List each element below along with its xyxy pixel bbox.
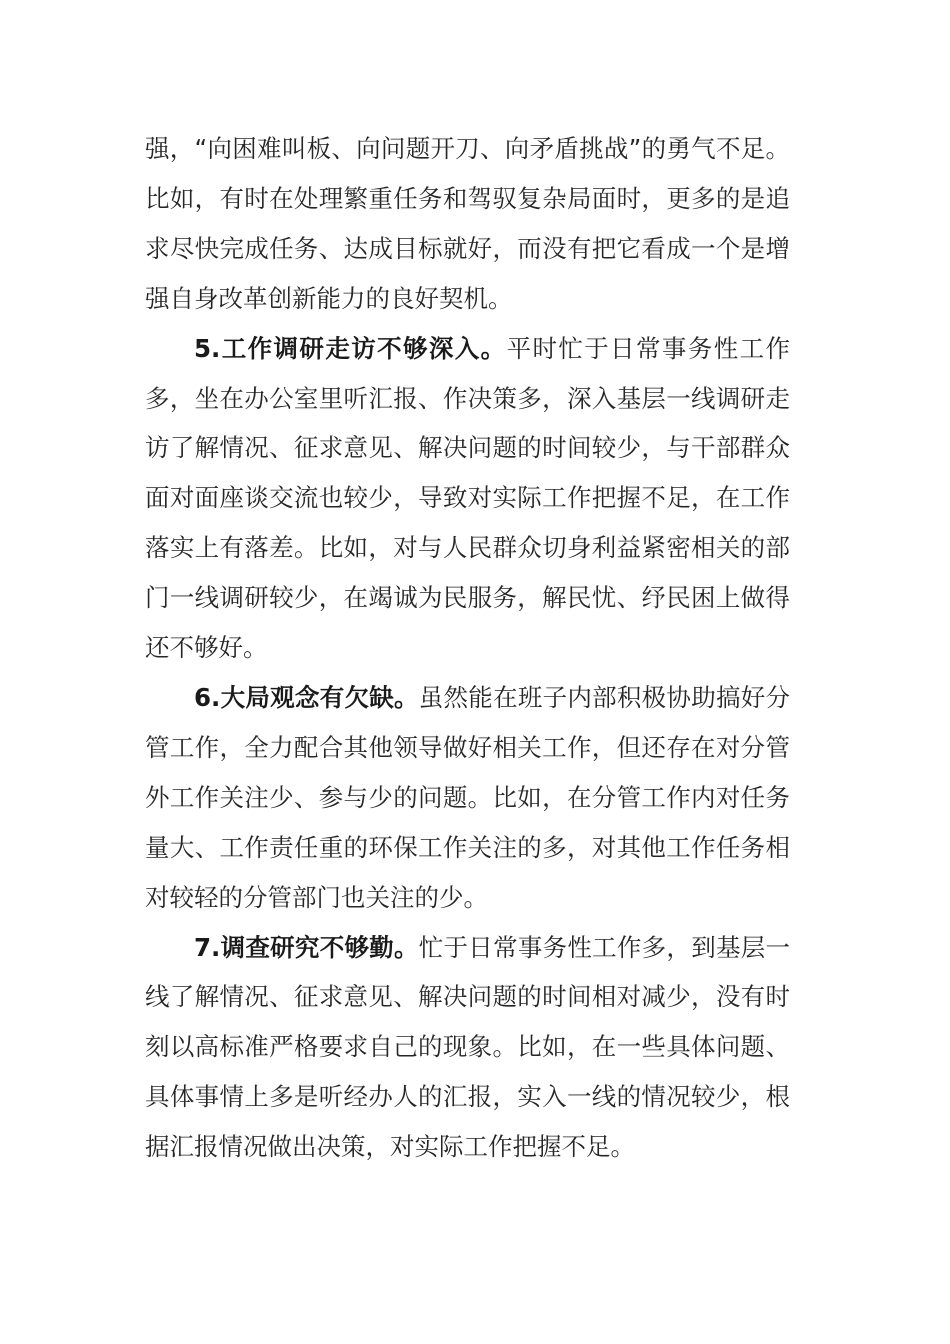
paragraph-continuation [145, 124, 790, 324]
paragraph-heading: 5.工作调研走访不够深入。 [194, 333, 507, 363]
paragraph-heading: 7.调查研究不够勤。 [194, 932, 419, 962]
paragraph-item-6 [145, 673, 790, 923]
paragraph-item-5 [145, 324, 790, 673]
paragraph-item-7 [145, 923, 790, 1173]
paragraph-body: 忙于日常事务性工作多，到基层一线了解情况、征求意见、解决问题的时间相对减少，没有时刻以高标准严格要求自己的现象。比如，在一些具体问题、具体事情上多是听经办人的汇报，实入一线的情况较少，根据汇报情况做出决策，对实际工作把握不足。 [145, 932, 791, 1162]
paragraph-heading: 6.大局观念有欠缺。 [194, 682, 419, 712]
paragraph-body: 强，“向困难叫板、向问题开刀、向矛盾挑战”的勇气不足。比如，有时在处理繁重任务和驾驭复杂局面时，更多的是追求尽快完成任务、达成目标就好，而没有把它看成一个是增强自身改革创新能力的良好契机。 [145, 134, 790, 313]
document-body [145, 124, 790, 1172]
paragraph-body: 虽然能在班子内部积极协助搞好分管工作，全力配合其他领导做好相关工作，但还存在对分管外工作关注少、参与少的问题。比如，在分管工作内对任务量大、工作责任重的环保工作关注的多，对其他工作任务相对较轻的分管部门也关注的少。 [145, 682, 791, 912]
paragraph-body: 平时忙于日常事务性工作多，坐在办公室里听汇报、作决策多，深入基层一线调研走访了解情况、征求意见、解决问题的时间较少，与干部群众面对面座谈交流也较少，导致对实际工作把握不足，在工作落实上有落差。比如，对与人民群众切身利益紧密相关的部门一线调研较少，在竭诚为民服务，解民忧、纾民困上做得还不够好。 [145, 333, 791, 663]
